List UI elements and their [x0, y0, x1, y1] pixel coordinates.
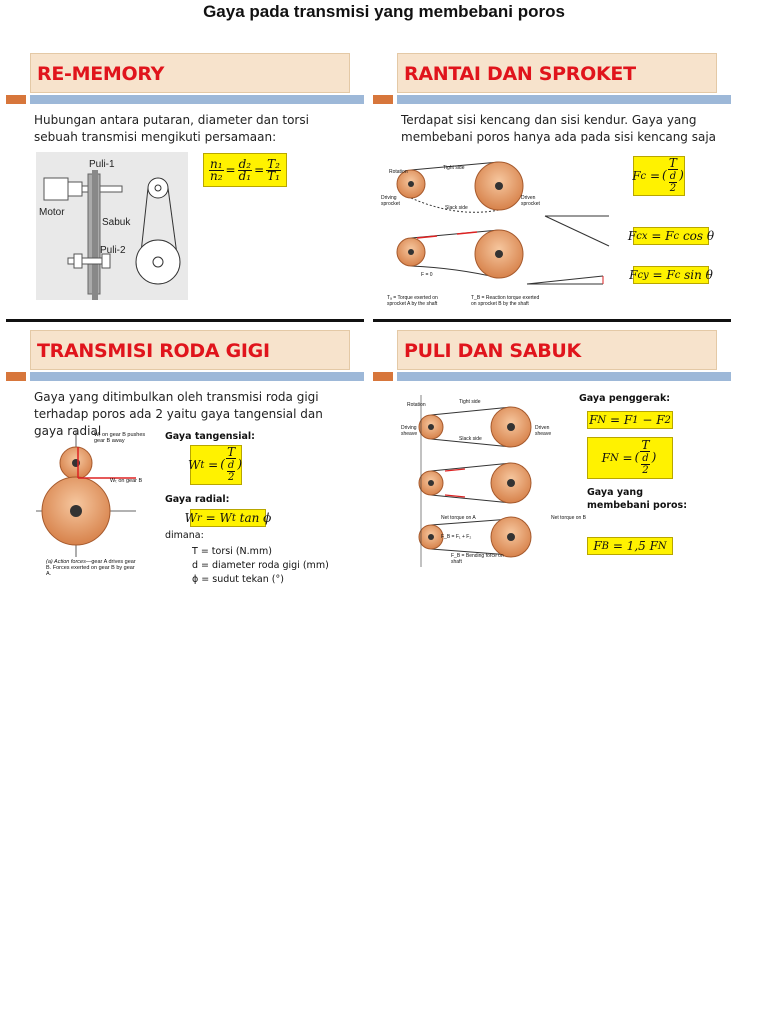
fn2-lhs: F: [601, 451, 610, 465]
fc-den-num: d: [669, 171, 677, 182]
slide-puli-sabuk: [373, 327, 731, 595]
fc-num: T: [668, 156, 677, 170]
wr-sub: r: [197, 512, 202, 524]
slide-separator: [373, 319, 731, 322]
label-tangential: Gaya tangensial:: [165, 431, 255, 442]
wt-sub: t: [200, 459, 205, 471]
wr-mid-sub: t: [231, 512, 236, 524]
wr-mid: = W: [201, 511, 232, 525]
fcy-rhs-sub: c: [674, 269, 681, 281]
label-tight-side: Tight side: [459, 399, 481, 405]
slide-text: Gaya yang ditimbulkan oleh transmisi roda gigi terhadap poros ada 2 yaitu gaya tangensial dan gaya radial: [34, 390, 323, 438]
fn2-num: T: [641, 438, 650, 452]
label-bending: F_B = Bending force on shaft: [451, 553, 504, 565]
label-driving: Driving sprocket: [381, 195, 400, 207]
fc-formula: F c = T ( $\frac{d}{2}$ ): [632, 156, 684, 194]
fn1-sub: N: [597, 414, 607, 426]
accent-bar: [6, 95, 26, 104]
gear-caption: [46, 559, 136, 577]
ratio-formula: $\frac{\text{n₁}}{\text{n₂}}$ = $\frac{\text{d₂}}{\text{d₁}}$ = $\frac{\text{T₂}}{\text{T₁}}$: [203, 153, 287, 187]
accent-bar: [6, 372, 26, 381]
fb-lhs: F: [593, 539, 602, 553]
fb-sub: B: [601, 540, 609, 552]
chain-sprocket-diagram: [377, 156, 625, 316]
fcx-sub: cx: [636, 230, 648, 242]
formula-d1: d₁: [238, 168, 252, 183]
divider-bar: [397, 372, 731, 381]
label-sabuk: Sabuk: [102, 217, 131, 228]
label-rotation: Rotation: [389, 169, 408, 175]
fcy-lhs: F: [629, 268, 638, 282]
label-motor: Motor: [39, 207, 65, 218]
fcy-tail: sin θ: [680, 268, 713, 282]
label-net-b: Net torque on B: [551, 515, 587, 521]
caption-title: (a) Action forces: [46, 559, 86, 565]
label-rotation: Rotation: [407, 402, 426, 408]
fn2-den-den: 2: [642, 465, 649, 476]
label-penggerak: Gaya penggerak:: [579, 393, 671, 404]
fb-rhs-sub: N: [657, 540, 667, 552]
wr-tail: tan ϕ: [235, 511, 272, 525]
label-ta: Tₐ = Torque exerted on sprocket A by the shaft: [387, 295, 438, 307]
wt-formula: W t = T ( $\frac{d}{2}$ ): [187, 445, 243, 483]
fn1-rhs: = F: [606, 413, 633, 427]
label-tight-side: Tight side: [443, 165, 465, 171]
label-wr: Wᵣ on gear B pushes gear B away: [94, 432, 146, 444]
label-radial: Gaya radial:: [165, 494, 230, 505]
slide-rantai-sproket: [373, 50, 731, 318]
label-wt: Wₜ on gear B: [110, 478, 143, 484]
fn1-r1: 1: [632, 414, 639, 426]
formula-n2: n₂: [210, 168, 223, 183]
wr-lhs: W: [184, 511, 197, 525]
wr-formula: [184, 509, 272, 527]
accent-bar: [373, 95, 393, 104]
fn1-r2: 2: [664, 414, 671, 426]
fc-sub: c: [640, 170, 647, 182]
formula-t2: T₂: [267, 156, 280, 171]
label-puli1: Puli-1: [89, 159, 115, 170]
slide-heading: RANTAI DAN SPROKET: [397, 53, 717, 93]
slide-heading: TRANSMISI RODA GIGI: [30, 330, 350, 370]
fcy-sub: cy: [637, 269, 649, 281]
wt-den-den: 2: [227, 472, 235, 483]
slide-heading: RE-MEMORY: [30, 53, 350, 93]
fn-diff-formula: [587, 411, 673, 429]
fn-torque-formula: F N = T ( $\frac{d}{2}$ ): [587, 437, 673, 479]
caption-rest: —gear A drives gear B. Forces exerted on gear B by gear A.: [46, 559, 136, 577]
fcy-rhs: = F: [652, 268, 675, 282]
slide-text: Hubungan antara putaran, diameter dan torsi sebuah transmisi mengikuti persamaan:: [34, 113, 309, 144]
label-net-a: Net torque on A: [441, 515, 476, 521]
formula-t1: T₁: [267, 168, 280, 183]
fcx-lhs: F: [627, 229, 637, 243]
label-fb-sum: F_B = F₁ + F₂: [441, 534, 472, 540]
label-driven: Driven sheave: [535, 425, 552, 437]
gear-forces-diagram: [36, 427, 166, 557]
fb-formula: [587, 537, 673, 555]
fc-lhs: F: [632, 169, 641, 183]
fb-rhs: = 1,5 F: [609, 539, 658, 553]
formula-d2: d₂: [238, 156, 252, 171]
fn2-sub: N: [609, 452, 619, 464]
label-membebani: Gaya yang membebani poros:: [587, 487, 688, 511]
accent-bar: [373, 372, 393, 381]
belt-pulley-diagram: [405, 395, 575, 567]
fn1-lhs: F: [589, 413, 598, 427]
label-driven: Driven sprocket: [521, 195, 540, 207]
divider-bar: [30, 372, 364, 381]
document-title: Gaya pada transmisi yang membebani poros: [203, 2, 565, 21]
divider-bar: [30, 95, 364, 104]
label-slack-side: Slack side: [459, 436, 482, 442]
label-slack-side: Slack side: [445, 205, 468, 211]
fc-den-den: 2: [669, 183, 677, 194]
label-f0: F = 0: [421, 272, 433, 278]
wt-den-num: d: [227, 460, 235, 471]
def-torsi: T = torsi (N.mm): [192, 546, 272, 557]
fn2-den-num: d: [642, 453, 649, 464]
slide-separator: [6, 319, 364, 322]
slide-re-memory: [6, 50, 364, 318]
label-dimana: dimana:: [165, 530, 204, 541]
def-diameter: d = diameter roda gigi (mm): [192, 560, 329, 571]
divider-bar: [397, 95, 731, 104]
wt-lhs: W: [187, 458, 201, 472]
fcx-rhs-sub: c: [673, 230, 680, 242]
slide-transmisi-roda-gigi: [6, 327, 364, 595]
label-driving: Driving sheave: [401, 425, 418, 437]
label-tb: T_B = Reaction torque exerted on sprocket B by the shaft: [471, 295, 540, 307]
slide-text: Terdapat sisi kencang dan sisi kendur. Gaya yang membebani poros hanya ada pada sisi kencang saja: [401, 113, 717, 144]
fcx-tail: cos θ: [679, 229, 715, 243]
formula-n1: n₁: [210, 156, 223, 171]
label-puli2: Puli-2: [100, 245, 126, 256]
fcy-formula: [629, 266, 713, 284]
fn1-minus: − F: [638, 413, 665, 427]
fcx-formula: [627, 227, 715, 245]
wt-num: T: [227, 445, 236, 459]
slide-heading: PULI DAN SABUK: [397, 330, 717, 370]
fcx-rhs: = F: [651, 229, 674, 243]
def-sudut: ϕ = sudut tekan (°): [192, 574, 284, 585]
